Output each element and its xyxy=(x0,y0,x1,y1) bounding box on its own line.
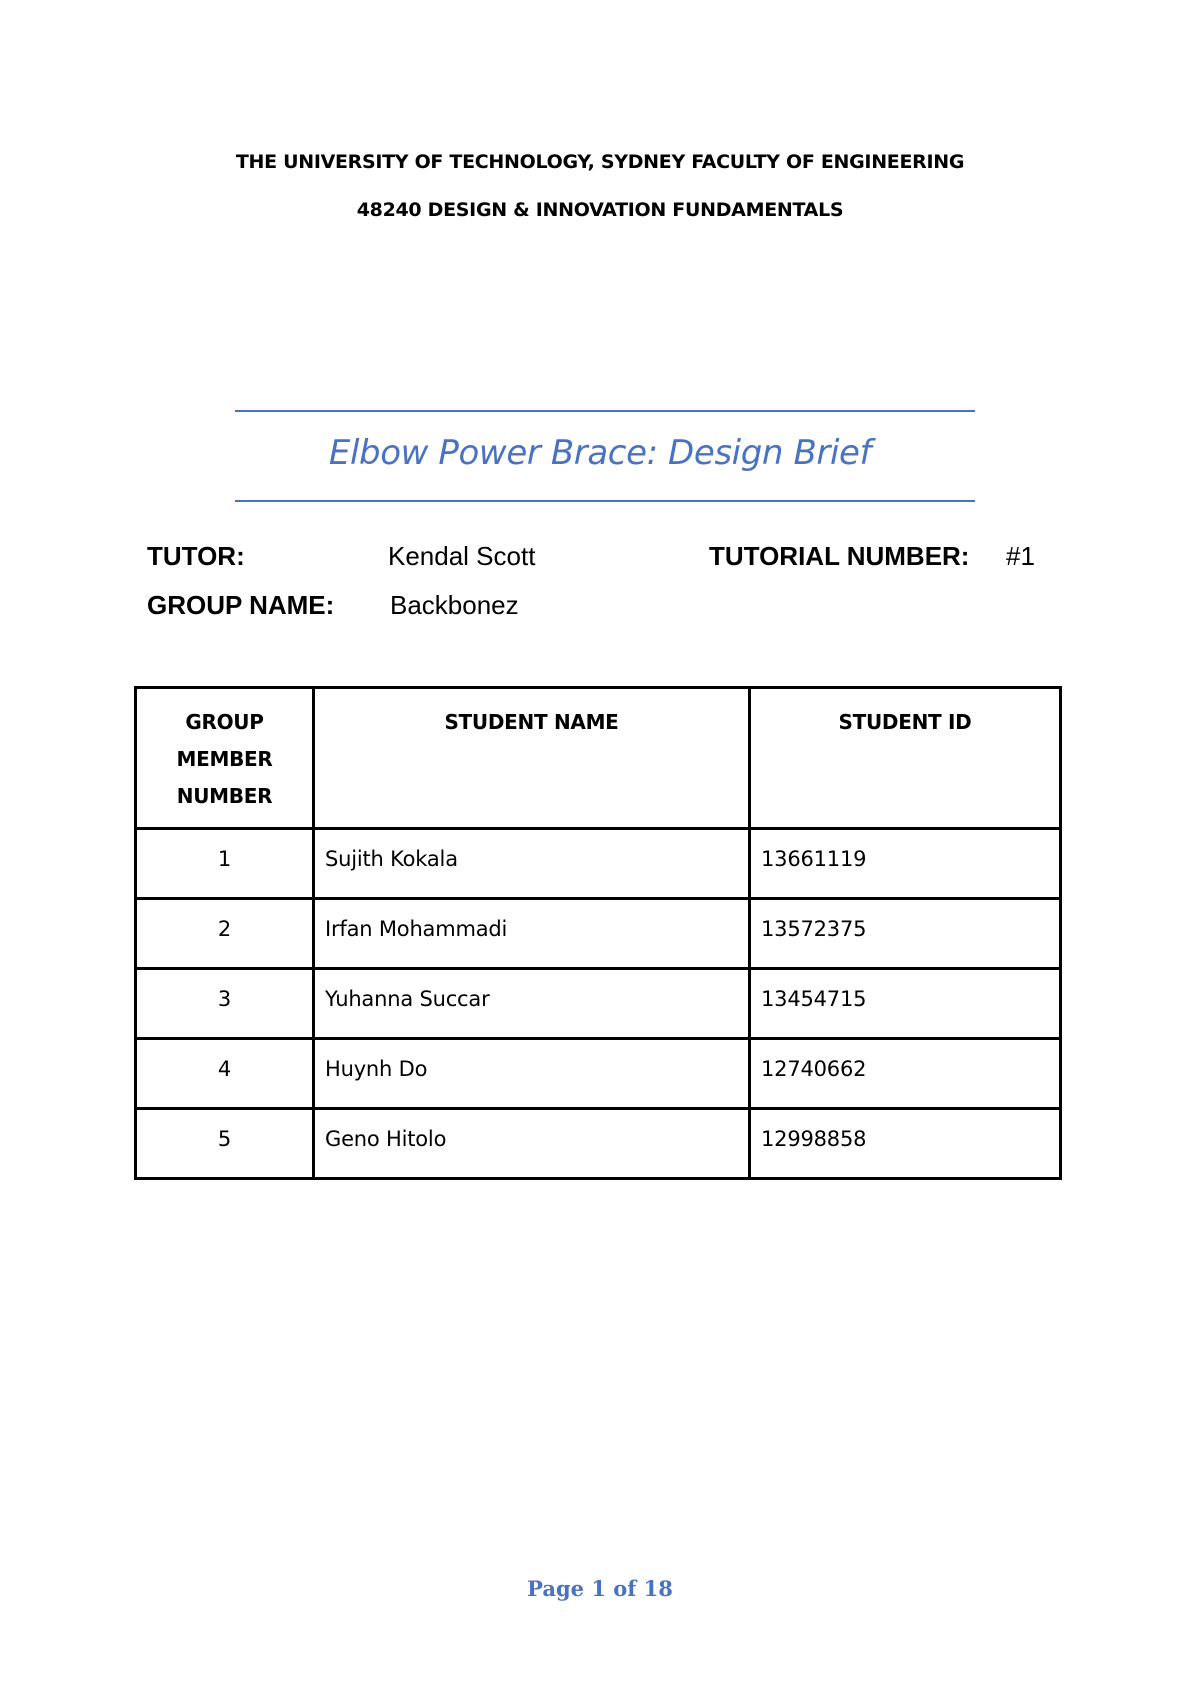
table-row xyxy=(136,969,1061,1039)
student-name: Sujith Kokala xyxy=(314,829,750,899)
student-name: Huynh Do xyxy=(314,1039,750,1109)
table-row xyxy=(136,899,1061,969)
header-student-id: STUDENT ID xyxy=(750,688,1061,829)
student-name: Irfan Mohammadi xyxy=(314,899,750,969)
group-name-label: GROUP NAME: xyxy=(147,590,335,620)
table-row xyxy=(136,1109,1061,1179)
title-rule-bottom xyxy=(235,500,975,502)
table-header-row xyxy=(136,688,1061,829)
student-id: 13454715 xyxy=(750,969,1061,1039)
tutor-label: TUTOR: xyxy=(147,541,245,571)
student-id: 12998858 xyxy=(750,1109,1061,1179)
member-number: 3 xyxy=(136,969,314,1039)
student-id: 13572375 xyxy=(750,899,1061,969)
member-number: 5 xyxy=(136,1109,314,1179)
group-members-table xyxy=(134,686,1062,1180)
page-number-footer: Page 1 of 18 xyxy=(527,1576,673,1601)
header-group-member-number: GROUP MEMBER NUMBER xyxy=(136,688,314,829)
student-name: Yuhanna Succar xyxy=(314,969,750,1039)
student-name: Geno Hitolo xyxy=(314,1109,750,1179)
title-rule-top xyxy=(235,410,975,412)
group-name-value: Backbonez xyxy=(390,590,519,620)
student-id: 12740662 xyxy=(750,1039,1061,1109)
tutorial-number-value: #1 xyxy=(1006,541,1035,571)
student-id: 13661119 xyxy=(750,829,1061,899)
member-number: 1 xyxy=(136,829,314,899)
member-number: 4 xyxy=(136,1039,314,1109)
document-title: Elbow Power Brace: Design Brief xyxy=(328,433,872,473)
university-heading: THE UNIVERSITY OF TECHNOLOGY, SYDNEY FACULTY OF ENGINEERING xyxy=(235,151,965,173)
table-row xyxy=(136,1039,1061,1109)
tutor-value: Kendal Scott xyxy=(388,541,536,571)
course-heading: 48240 DESIGN & INNOVATION FUNDAMENTALS xyxy=(356,199,844,221)
header-student-name: STUDENT NAME xyxy=(314,688,750,829)
member-number: 2 xyxy=(136,899,314,969)
table-row xyxy=(136,829,1061,899)
tutorial-number-label: TUTORIAL NUMBER: xyxy=(709,541,970,571)
